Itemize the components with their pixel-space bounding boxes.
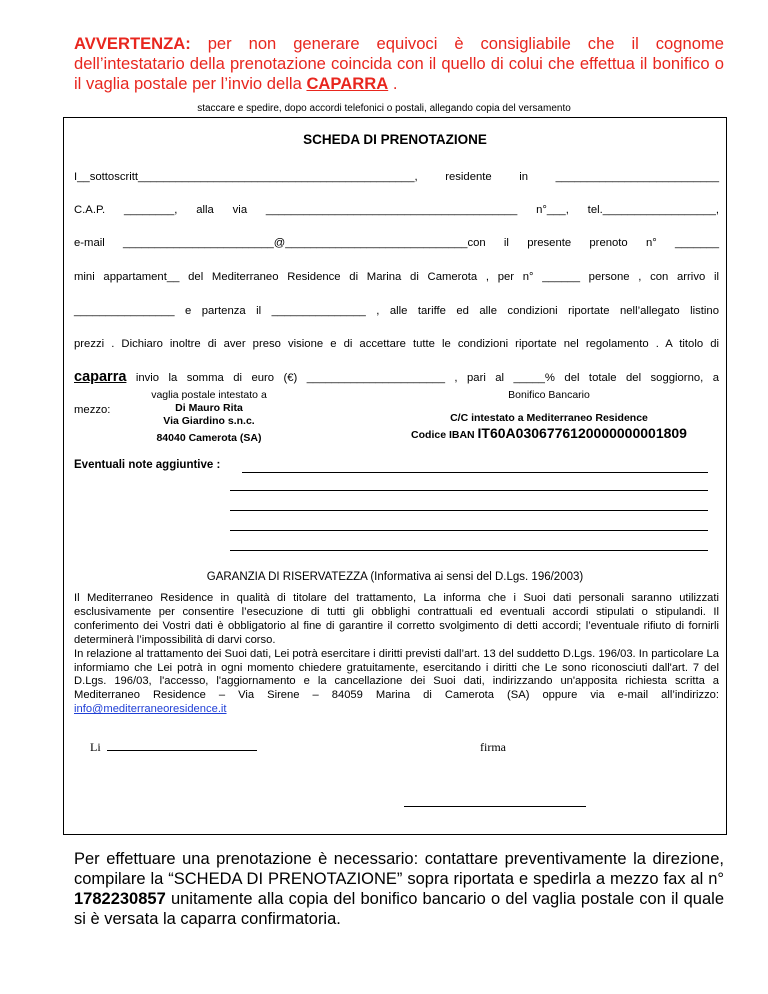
notes-line-1[interactable] (242, 472, 708, 473)
privacy-paragraph-2: In relazione al trattamento dei Suoi dati, Lei potrà esercitare i diritti previsti dall’art. 13 del suddetto D.Lgs. 196/03. In particolare La informiamo che Lei potrà in ogni momento chiedere gratuitamente, esercitando i diritti che Le sono riconosciuti dall'art. 7 del D.Lgs. 196/03, l'accesso, l'aggiornamento e la cancellazione dei Suoi dati, indirizzando un'apposita richiesta scritta a Mediterraneo Residence – Via Sirene – 84059 Marina di Camerota (SA) oppure via e-mail all’indirizzo: (74, 647, 719, 702)
iban-label: Codice IBAN (411, 429, 478, 441)
warning-label: AVVERTENZA: (74, 34, 191, 53)
cut-instruction: staccare e spedire, dopo accordi telefonici o postali, allegando copia del versamento (197, 103, 571, 114)
form-line-mezzo: mezzo: (74, 404, 111, 416)
privacy-paragraph-1: Il Mediterraneo Residence in qualità di titolare del trattamento, La informa che i Suoi dati personali saranno utilizzati esclusivamente per consentire l’esecuzione di tutti gli obblighi contrattuali ed eventuali accordi stipulati o stipulandi. Il conferimento dei Vostri dati è obbligatorio al fine di garantire il corretto svolgimento di detti accordi; l’eventuale rifiuto di fornirli determinerà l’impossibilità di darvi corso. (74, 592, 719, 646)
form-line-name[interactable]: I__sottoscritt____________________________________________, residente in __________________________ (74, 171, 719, 183)
form-line-caparra[interactable] (74, 369, 719, 385)
warning-text: per non generare equivoci è consigliabile che il cognome dell’intestatario della prenotazione coincida con il quello di colui che effettua il bonifico o il vaglia postale per l’invio della (74, 34, 724, 93)
warning-notice (74, 34, 724, 94)
iban-row (389, 427, 709, 442)
form-line-email[interactable]: e-mail ________________________@_____________________________con il presente prenoto n° _______ (74, 237, 719, 249)
fax-number: 1782230857 (74, 890, 166, 908)
form-line-departure[interactable]: ________________ e partenza il _______________ , alle tariffe ed alle condizioni riportate nell’allegato listino (74, 305, 719, 317)
form-line-rules: prezzi . Dichiaro inoltre di aver preso visione e di accettare tutte le condizioni riportate nel regolamento . A titolo di (74, 338, 719, 350)
email-link[interactable]: info@mediterraneoresidence.it (74, 703, 227, 716)
notes-line-4[interactable] (230, 530, 708, 531)
vaglia-postale-block (134, 389, 284, 445)
form-line-address[interactable]: C.A.P. ________, alla via ________________________________________ n°___, tel.__________________, (74, 204, 719, 216)
vaglia-line3: Via Giardino s.n.c. (163, 415, 255, 427)
booking-form (63, 117, 727, 835)
footer-instructions (74, 849, 724, 929)
li-blank (107, 750, 257, 751)
vaglia-line1: vaglia postale intestato a (151, 389, 267, 401)
footer-text-1: Per effettuare una prenotazione è necessario: contattare preventivamente la direzione, compilare la “SCHEDA DI PRENOTAZIONE” sopra riportata e spedirla a mezzo fax al n° (74, 850, 724, 888)
warning-end: . (388, 74, 398, 93)
caparra-rest: invio la somma di euro (€) ______________________ , pari al _____% del totale del soggiorno, a (126, 372, 719, 384)
notes-line-5[interactable] (230, 550, 708, 551)
notes-line-3[interactable] (230, 510, 708, 511)
vaglia-line2: Di Mauro Rita (175, 402, 243, 414)
notes-line-2[interactable] (230, 490, 708, 491)
form-line-apartment[interactable]: mini appartament__ del Mediterraneo Residence di Marina di Camerota , per n° ______ persone , con arrivo il (74, 271, 719, 283)
caparra-word: caparra (74, 369, 127, 385)
bonifico-line2: C/C intestato a Mediterraneo Residence (450, 412, 648, 424)
caparra-keyword: CAPARRA (306, 74, 389, 93)
iban-value: IT60A0306776120000000001809 (477, 425, 687, 441)
privacy-title: GARANZIA DI RISERVATEZZA (Informativa ai sensi del D.Lgs. 196/2003) (206, 571, 584, 583)
vaglia-line4: 84040 Camerota (SA) (156, 432, 262, 444)
li-label: Li (90, 740, 101, 754)
place-date-field[interactable] (90, 740, 257, 755)
firma-label: firma (480, 740, 506, 754)
bonifico-block (389, 389, 709, 442)
privacy-text (74, 592, 719, 717)
notes-label: Eventuali note aggiuntive : (74, 459, 221, 471)
signature-line[interactable] (404, 806, 586, 807)
form-title: SCHEDA DI PRENOTAZIONE (303, 132, 487, 147)
footer-text-2: unitamente alla copia del bonifico bancario o del vaglia postale con il quale si è versata la caparra confirmatoria. (74, 890, 724, 928)
bonifico-line1: Bonifico Bancario (508, 389, 590, 401)
